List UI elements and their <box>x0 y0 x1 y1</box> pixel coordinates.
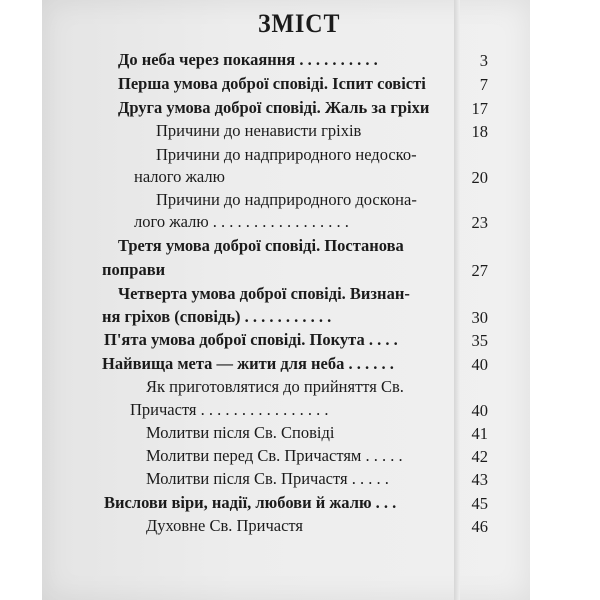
toc-page-number: 46 <box>471 517 488 536</box>
toc-page-number: 3 <box>479 51 488 70</box>
toc-page-number: 17 <box>471 99 488 118</box>
toc-subentry: Духовне Св. Причастя <box>146 516 304 535</box>
toc-page-number: 45 <box>471 494 488 513</box>
toc-page-number: 7 <box>479 75 488 94</box>
toc-subentry: Як приготовлятися до прийняття Св. <box>146 377 404 396</box>
toc-entry: Друга умова доброї сповіді. Жаль за гріхи <box>118 98 430 117</box>
toc-page-number: 27 <box>471 261 488 280</box>
toc-page-number: 40 <box>471 401 488 420</box>
toc-subentry: Молитви після Св. Сповіді <box>146 423 335 442</box>
toc-subentry: лого жалю . . . . . . . . . . . . . . . . . <box>134 212 349 231</box>
toc-subentry: Причастя . . . . . . . . . . . . . . . . <box>130 400 329 419</box>
toc-subentry: Молитви перед Св. Причастям . . . . . <box>146 446 403 465</box>
toc-page-number: 42 <box>471 447 488 466</box>
toc-page-number: 41 <box>471 424 488 443</box>
toc-page-number: 35 <box>471 331 488 350</box>
toc-page-number: 40 <box>471 355 488 374</box>
toc-title: ЗМІСТ <box>258 9 341 38</box>
toc-entry: ня гріхов (сповідь) . . . . . . . . . . . <box>102 307 332 326</box>
toc-subentry: Причини до надприродного недоско- <box>156 145 417 164</box>
toc-subentry: Молитви після Св. Причастя . . . . . <box>146 469 389 488</box>
toc-entry: До неба через покаяння . . . . . . . . . . <box>118 50 378 69</box>
toc-subentry: Причини до надприродного доскона- <box>156 190 417 209</box>
toc-page-number: 43 <box>471 470 488 489</box>
toc-entry: Вислови віри, надії, любови й жалю . . . <box>104 493 397 512</box>
toc-entry: Найвища мета — жити для неба . . . . . . <box>102 354 394 373</box>
toc-entry: поправи <box>102 260 166 279</box>
toc-page-number: 30 <box>471 308 488 327</box>
toc-subentry: налого жалю <box>134 167 225 186</box>
toc-entry: П'ята умова доброї сповіді. Покута . . . . <box>104 330 398 349</box>
toc-page-number: 18 <box>471 122 488 141</box>
toc-page-number: 23 <box>471 213 488 232</box>
toc-subentry: Причини до ненависти гріхів <box>156 121 362 140</box>
toc-page-number: 20 <box>471 168 488 187</box>
toc-entry: Перша умова доброї сповіді. Іспит совісті <box>118 74 426 93</box>
toc-entry: Третя умова доброї сповіді. Постанова <box>118 236 404 255</box>
toc-entry: Четверта умова доброї сповіді. Визнан- <box>118 284 410 303</box>
